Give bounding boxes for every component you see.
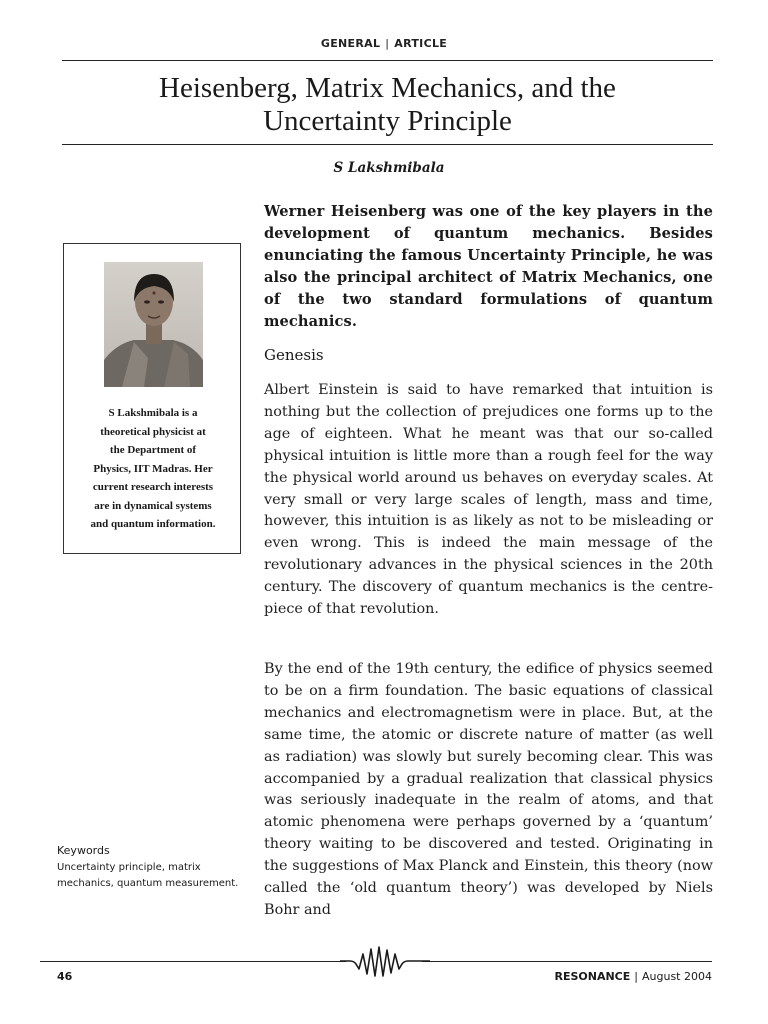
bio-line: are in dynamical systems	[94, 499, 212, 512]
section-heading-genesis: Genesis	[264, 346, 324, 364]
title-line-2: Uncertainty Principle	[263, 105, 512, 137]
author-bio-box	[63, 243, 241, 554]
bio-line: the Department of	[109, 444, 197, 456]
journal-issue: August 2004	[642, 970, 712, 983]
bio-line: Physics, IIT Madras. Her	[93, 462, 213, 475]
author-bio-text	[68, 404, 238, 534]
body-paragraph: Albert Einstein is said to have remarked that intuition is nothing but the collection of prejudices one forms up to the age of eighteen. What he meant was that our so-called physical intuition is little more than a rough feel for the way the physical world around us behaves on everyday scales. At very small or very large scales of length, mass and time, however, this intuition is as likely as not to be misleading or even wrong. This is indeed the main message of the revolutionary advances in the physical sciences in the 20th century. The discovery of quantum mechanics is the centre-piece of that revolution.	[264, 382, 713, 618]
keywords-text: Uncertainty principle, matrix mechanics, quantum measurement.	[57, 861, 239, 889]
page-number: 46	[57, 970, 73, 983]
author-photo	[104, 262, 203, 387]
resonance-wave-icon	[340, 944, 430, 980]
journal-name: RESONANCE	[554, 970, 631, 983]
title-top-rule	[62, 60, 713, 61]
title-bottom-rule	[62, 144, 713, 145]
author-name: S Lakshmibala	[333, 160, 445, 176]
footer-rule-right	[422, 961, 712, 962]
category-label: ARTICLE	[394, 37, 448, 50]
footer-separator: |	[634, 970, 638, 983]
author-portrait-image	[104, 262, 203, 387]
body-paragraph: By the end of the 19th century, the edifice of physics seemed to be on a firm foundation. The basic equations of classical mechanics and electromagnetism were in place. But, at the same time, the atomic or discrete nature of matter (as well as radiation) was slowly but surely becoming clear. This was accompanied by a gradual realization that classical physics was seriously inadequate in the realm of atoms, and that atomic phenomena were perhaps governed by a ‘quantum’ theory waiting to be discovered and tested. Originating in the suggestions of Max Planck and Einstein, this theory (now called the ‘old quantum theory’) was developed by Niels Bohr and	[264, 661, 713, 918]
bio-line: S Lakshmibala is a	[108, 407, 198, 419]
bio-line: theoretical physicist at	[100, 425, 206, 438]
article-title	[62, 72, 713, 138]
section-label: GENERAL	[320, 37, 381, 50]
bio-line: and quantum information.	[90, 518, 216, 530]
keywords-title: Keywords	[57, 844, 110, 857]
journal-footer	[555, 970, 713, 983]
abstract: Werner Heisenberg was one of the key players in the development of quantum mechanics. Besides enunciating the famous Uncertainty Principle, he was also the principal architect of Matrix Mechanics, one of the two standard formulations of quantum mechanics.	[264, 203, 713, 330]
section-header	[0, 37, 768, 50]
bio-line: current research interests	[92, 481, 214, 493]
footer-rule-left	[40, 961, 346, 962]
title-line-1: Heisenberg, Matrix Mechanics, and the	[159, 72, 616, 104]
keywords-box	[57, 843, 247, 893]
header-separator: |	[385, 37, 390, 50]
